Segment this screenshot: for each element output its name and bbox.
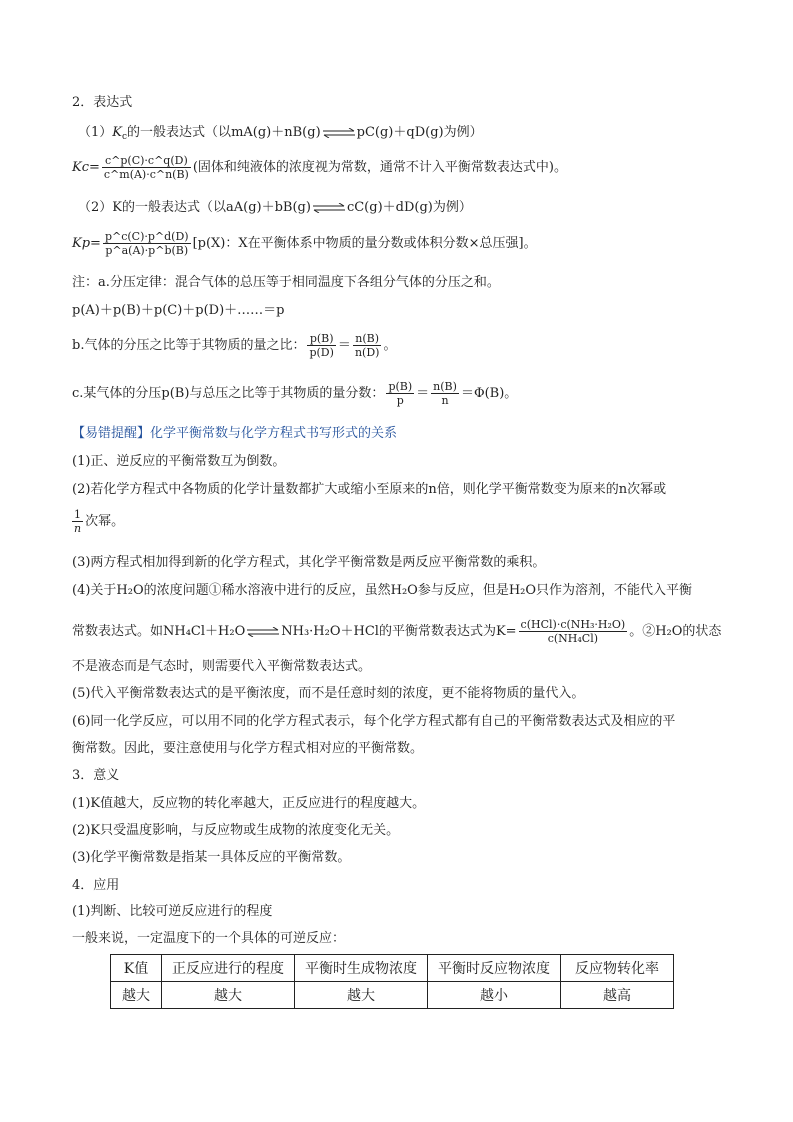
note-c: c.某气体的分压p(B)与总压之比等于其物质的量分数： $\frac{p(B)}{p}$ ＝ $\frac{n(B)}{n}$ ＝Φ(B)。 xyxy=(72,380,518,407)
table-header-row xyxy=(111,955,674,982)
k-numerator: c(HCl)·c(NH₃·H₂O) xyxy=(520,618,626,631)
sec3-item-2: (2)K只受温度影响，与反应物或生成物的浓度变化无关。 xyxy=(72,823,400,838)
sec3-item-3: (3)化学平衡常数是指某一具体反应的平衡常数。 xyxy=(72,850,351,865)
note-b-f2-den: n(D) xyxy=(354,346,380,359)
tip-item-4b xyxy=(72,618,721,645)
reversible-arrow-icon xyxy=(321,128,357,138)
table-header-cell: K值 xyxy=(111,955,162,982)
tip-item-6: (6)同一化学反应，可以用不同的化学方程式表示，每个化学方程式都有自己的平衡常数表达式及相应的平 xyxy=(72,714,676,729)
kc-denominator: c^m(A)·c^n(B) xyxy=(103,168,189,181)
note-c-fraction-1 xyxy=(386,380,414,407)
note-b-text: b.气体的分压之比等于其物质的量之比： xyxy=(72,338,306,353)
table-header-cell: 正反应进行的程度 xyxy=(162,955,295,982)
p2-eq-right: cC(g)＋dD(g)为例） xyxy=(346,200,472,215)
note-b-f1-den: p(D) xyxy=(309,346,334,359)
note-b-f2-num: n(B) xyxy=(353,332,382,346)
table-header-cell: 平衡时生成物浓度 xyxy=(295,955,428,982)
sec2-p1 xyxy=(78,124,483,146)
kc-label: Kc= xyxy=(72,160,100,175)
note-c-text: c.某气体的分压p(B)与总压之比等于其物质的量分数： xyxy=(72,386,385,401)
kp-expression xyxy=(72,230,537,257)
note-sum: p(A)＋p(B)＋p(C)＋p(D)＋……＝p xyxy=(72,303,285,318)
tip-item-6b: 衡常数。因此，要注意使用与化学方程式相对应的平衡常数。 xyxy=(72,741,424,756)
section-3-title: 3．意义 xyxy=(72,768,120,783)
kp-fraction xyxy=(103,230,191,257)
one-over-n-den: n xyxy=(74,522,82,535)
kc-numerator: c^p(C)·c^q(D) xyxy=(102,154,191,168)
p2-prefix: （2） xyxy=(78,200,113,215)
table-row xyxy=(111,982,674,1009)
note-c-f1-den: p xyxy=(396,394,404,407)
k-denominator: c(NH₄Cl) xyxy=(547,632,599,645)
kp-note: [p(X)：X在平衡体系中物质的量分数或体积分数×总压强]。 xyxy=(192,236,537,251)
note-c-f1-num: p(B) xyxy=(388,380,413,393)
reversible-arrow-icon xyxy=(245,627,281,637)
p1-prefix: （1） xyxy=(78,125,113,140)
tip-item-2b xyxy=(72,508,124,535)
table-cell: 越高 xyxy=(561,982,674,1009)
section-4-title: 4．应用 xyxy=(72,878,120,893)
note-c-f2-den: n xyxy=(441,394,449,407)
tip-item-4: (4)关于H₂O的浓度问题①稀水溶液中进行的反应，虽然H₂O参与反应，但是H₂O只作为溶剂，不能代入平衡 xyxy=(72,583,693,598)
reversible-arrow-icon xyxy=(311,203,347,213)
note-a: 注：a.分压定律：混合气体的总压等于相同温度下各组分气体的分压之和。 xyxy=(72,275,500,290)
k-value-table xyxy=(110,954,674,1009)
p2-text: K的一般表达式（以 xyxy=(112,200,226,215)
one-over-n-fraction xyxy=(72,508,83,535)
k-fraction xyxy=(519,618,628,645)
note-c-f2-num: n(B) xyxy=(433,380,457,393)
note-b-fraction-1 xyxy=(307,332,335,359)
table-cell: 越大 xyxy=(111,982,162,1009)
note-c-fraction-2 xyxy=(431,380,459,407)
kc-fraction xyxy=(102,154,191,181)
kp-numerator: p^c(C)·p^d(D) xyxy=(104,230,189,243)
kp-label: Kp= xyxy=(72,236,101,251)
tip-item-1: (1)正、逆反应的平衡常数互为倒数。 xyxy=(72,454,286,469)
tip-title: 【易错提醒】化学平衡常数与化学方程式书写形式的关系 xyxy=(72,426,398,441)
table-header-cell: 平衡时反应物浓度 xyxy=(428,955,561,982)
sec4-intro: 一般来说，一定温度下的一个具体的可逆反应： xyxy=(72,931,346,946)
table-cell: 越小 xyxy=(428,982,561,1009)
sec3-item-1: (1)K值越大，反应物的转化率越大，正反应进行的程度越大。 xyxy=(72,796,426,811)
kp-denominator: p^a(A)·p^b(B) xyxy=(105,244,189,257)
note-b: b.气体的分压之比等于其物质的量之比： $\frac{p(B)}{p(D)}$ ＝ $\frac{n(B)}{n(D)}$ 。 xyxy=(72,332,397,359)
tip-item-2b-tail: 次幂。 xyxy=(85,514,125,529)
note-b-fraction-2 xyxy=(353,332,382,359)
p1-kc-sub: c xyxy=(122,132,128,142)
tip-item-3: (3)两方程式相加得到新的化学方程式，其化学平衡常数是两反应平衡常数的乘积。 xyxy=(72,555,546,570)
p1-text: 的一般表达式（以 xyxy=(127,125,232,140)
section-2-title: 2．表达式 xyxy=(72,95,133,110)
table-cell: 越大 xyxy=(295,982,428,1009)
sec4-item-1: (1)判断、比较可逆反应进行的程度 xyxy=(72,904,273,919)
note-b-f1-num: p(B) xyxy=(307,332,335,346)
p1-eq-right: pC(g)＋qD(g)为例） xyxy=(356,125,483,140)
tip-item-4b-pre: 常数表达式。如NH₄Cl＋H₂O xyxy=(72,624,246,639)
table-cell: 越大 xyxy=(162,982,295,1009)
note-c-tail: ＝Φ(B)。 xyxy=(460,386,518,401)
p1-eq-left: mA(g)＋nB(g) xyxy=(231,125,321,140)
kc-expression xyxy=(72,154,567,181)
one-over-n-num: 1 xyxy=(72,508,83,522)
kc-note: (固体和纯液体的浓度视为常数，通常不计入平衡常数表达式中)。 xyxy=(192,160,568,175)
tip-item-2: (2)若化学方程式中各物质的化学计量数都扩大或缩小至原来的n倍，则化学平衡常数变为原来的n次幂或 xyxy=(72,482,667,497)
tip-item-4b-mid: NH₃·H₂O＋HCl的平衡常数表达式为K= xyxy=(281,624,517,639)
p2-eq-left: aA(g)＋bB(g) xyxy=(226,200,311,215)
p1-kc: K xyxy=(112,125,122,140)
tip-item-4b-tail: 。②H₂O的状态 xyxy=(629,624,722,639)
sec2-p2 xyxy=(78,199,472,217)
tip-item-5: (5)代入平衡常数表达式的是平衡浓度，而不是任意时刻的浓度，更不能将物质的量代入。 xyxy=(72,686,585,701)
tip-item-4c: 不是液态而是气态时，则需要代入平衡常数表达式。 xyxy=(72,659,372,674)
table-header-cell: 反应物转化率 xyxy=(561,955,674,982)
